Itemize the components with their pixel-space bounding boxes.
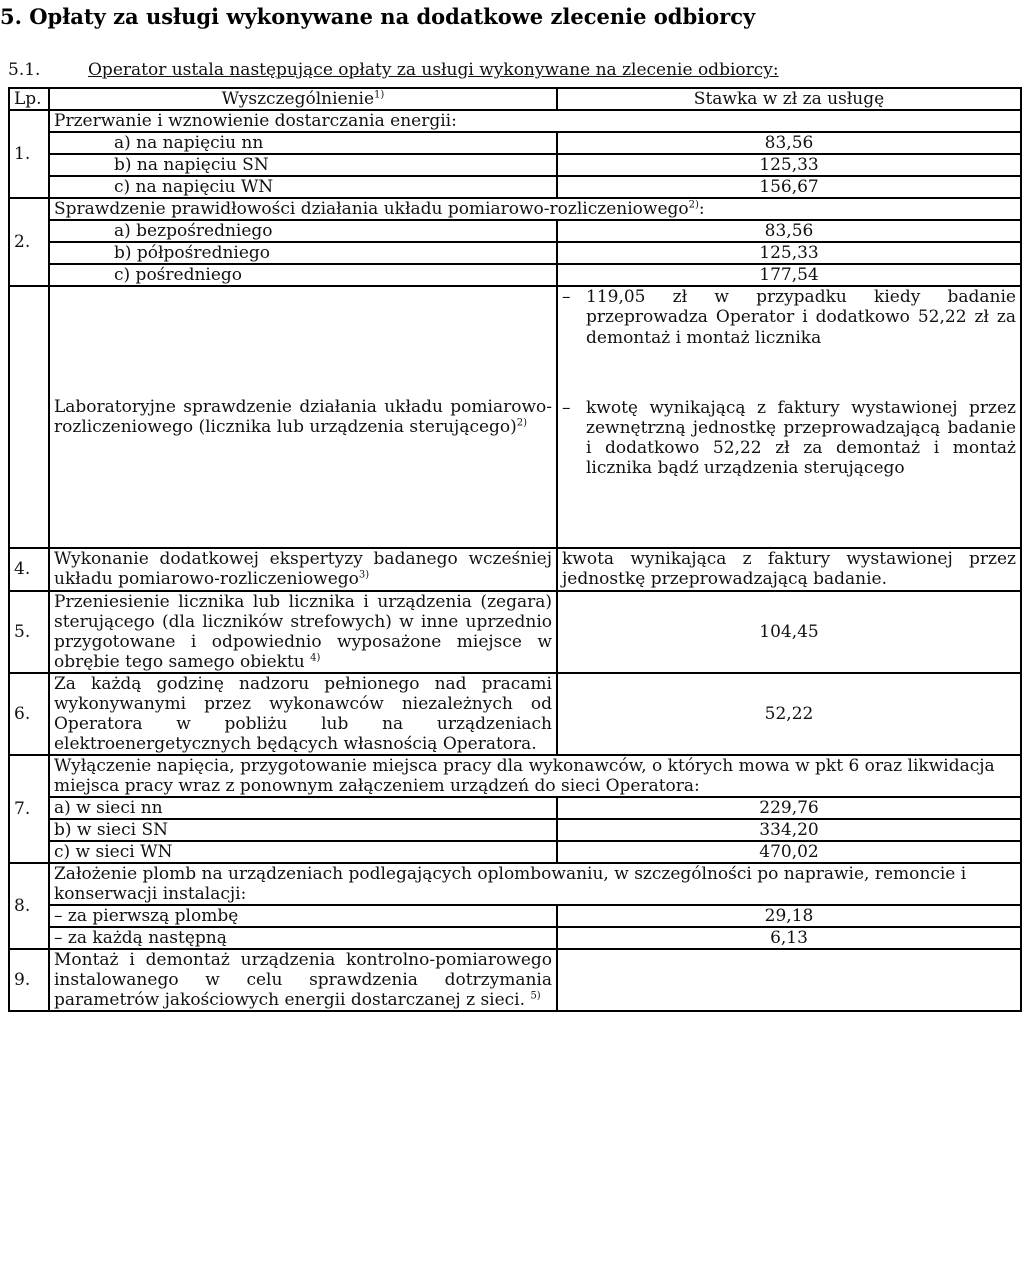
subrow-label: a) na napięciu nn — [49, 132, 557, 154]
subrow-value: 6,13 — [557, 927, 1021, 949]
subrow-label: b) w sieci SN — [49, 819, 557, 841]
intro-number: 5.1. — [8, 60, 41, 80]
row-number: 1. — [9, 110, 49, 198]
intro-text: Operator ustala następujące opłaty za usługi wykonywane na zlecenie odbiorcy: — [88, 60, 779, 80]
row-title-text: Sprawdzenie prawidłowości działania układu pomiarowo-rozliczeniowego — [54, 199, 689, 220]
subrow-value: 229,76 — [557, 797, 1021, 819]
table-subrow — [9, 242, 1021, 264]
row-description: Za każdą godzinę nadzoru pełnionego nad pracami wykonywanymi przez wykonawców niezależnych od Operatora w pobliżu lub na urządzeniach elektroenergetycznych będących własnością Operatora. — [49, 673, 557, 755]
subrow-value: 29,18 — [557, 905, 1021, 927]
row-title: Założenie plomb na urządzeniach podlegających oplombowaniu, w szczególności po naprawie, remoncie i konserwacji instalacji: — [49, 863, 1021, 905]
row-description — [49, 591, 557, 673]
subrow-label: c) pośredniego — [49, 264, 557, 286]
section-heading: 5. Opłaty za usługi wykonywane na dodatkowe zlecenie odbiorcy — [0, 4, 756, 29]
row-description — [49, 548, 557, 590]
table-row — [9, 110, 1021, 132]
subrow-label: – za pierwszą plombę — [49, 905, 557, 927]
row-rate: kwota wynikająca z faktury wystawionej przez jednostkę przeprowadzającą badanie. — [557, 548, 1021, 590]
table-subrow — [9, 905, 1021, 927]
table-row — [9, 673, 1021, 755]
row-title: Wyłączenie napięcia, przygotowanie miejsca pracy dla wykonawców, o których mowa w pkt 6 oraz likwidacja miejsca pracy wraz z ponownym załączeniem urządzeń do sieci Operatora: — [49, 755, 1021, 797]
table-subrow — [9, 797, 1021, 819]
row-description-note: 5) — [530, 990, 541, 1002]
table-subrow — [9, 132, 1021, 154]
rate-option-external-text: kwotę wynikającą z faktury wystawionej przez zewnętrzną jednostkę przeprowadzającą badanie i dodatkowo 52,22 zł za demontaż i montaż licznika bądź urządzenia sterującego — [586, 397, 1016, 478]
table-row — [9, 755, 1021, 797]
subrow-value: 177,54 — [557, 264, 1021, 286]
row-description-note: 2) — [516, 417, 528, 429]
row-title: Przerwanie i wznowienie dostarczania energii: — [49, 110, 1021, 132]
table-header-row — [9, 88, 1021, 110]
row-number: 4. — [9, 548, 49, 590]
subrow-value: 156,67 — [557, 176, 1021, 198]
intro-line — [8, 60, 1018, 80]
table-subrow — [9, 841, 1021, 863]
row-title: Sprawdzenie prawidłowości działania układu pomiarowo-rozliczeniowego$^{2)}$: — [49, 198, 1021, 220]
subrow-value: 125,33 — [557, 154, 1021, 176]
table-row — [9, 591, 1021, 673]
table-row — [9, 949, 1021, 1011]
subrow-label: – za każdą następną — [49, 927, 557, 949]
row-description — [49, 949, 557, 1011]
header-description — [49, 88, 557, 110]
subrow-label: c) na napięciu WN — [49, 176, 557, 198]
table-row — [9, 286, 1021, 548]
row-number — [9, 286, 49, 548]
subrow-label: b) na napięciu SN — [49, 154, 557, 176]
row-number: 2. — [9, 198, 49, 286]
subrow-label: a) bezpośredniego — [49, 220, 557, 242]
row-rate — [557, 286, 1021, 548]
row-description-text: Montaż i demontaż urządzenia kontrolno-pomiarowego instalowanego w celu sprawdzenia dotrzymania parametrów jakościowych energii dostarczanej z sieci. — [54, 950, 552, 1011]
row-number: 6. — [9, 673, 49, 755]
row-description — [49, 286, 557, 548]
rate-option-operator-text: 119,05 zł w przypadku kiedy badanie przeprowadza Operator i dodatkowo 52,22 zł za demontaż i montaż licznika — [586, 287, 1016, 348]
row-number: 8. — [9, 863, 49, 949]
subrow-label: a) w sieci nn — [49, 797, 557, 819]
rate-option-external: – kwotę wynikającą z faktury wystawionej przez zewnętrzną jednostkę przeprowadzającą badanie i dodatkowo 52,22 zł za demontaż i montaż licznika bądź urządzenia sterującego — [562, 397, 1016, 478]
subrow-value: 334,20 — [557, 819, 1021, 841]
table-subrow — [9, 927, 1021, 949]
header-description-note: 1) — [374, 89, 385, 101]
header-rate: Stawka w zł za usługę — [557, 88, 1021, 110]
subrow-value: 470,02 — [557, 841, 1021, 863]
table-subrow — [9, 176, 1021, 198]
table-subrow — [9, 154, 1021, 176]
subrow-label: b) półpośredniego — [49, 242, 557, 264]
subrow-value: 83,56 — [557, 220, 1021, 242]
row-title-note: 2) — [688, 199, 699, 211]
row-description-note: 4) — [310, 652, 321, 663]
header-description-label: Wyszczególnienie — [221, 89, 375, 109]
row-description-text: Przeniesienie licznika lub licznika i urządzenia (zegara) sterującego (dla liczników strefowych) w inne uprzednio przygotowane i odpowiednio wyposażone miejsce w obrębie tego samego obiektu — [54, 591, 552, 672]
row-description-text: Laboratoryjne sprawdzenie działania układu pomiarowo-rozliczeniowego (licznika lub urządzenia sterującego) — [54, 397, 552, 438]
row-description-note: 3) — [358, 569, 370, 581]
subrow-value: 125,33 — [557, 242, 1021, 264]
table-row — [9, 198, 1021, 220]
row-description-text: Wykonanie dodatkowej ekspertyzy badanego wcześniej układu pomiarowo-rozliczeniowego — [54, 549, 552, 590]
table-row — [9, 548, 1021, 590]
row-rate: 104,45 — [557, 591, 1021, 673]
header-lp: Lp. — [9, 88, 49, 110]
table-row — [9, 863, 1021, 905]
row-number: 5. — [9, 591, 49, 673]
row-number: 7. — [9, 755, 49, 863]
subrow-label: c) w sieci WN — [49, 841, 557, 863]
row-rate: 52,22 — [557, 673, 1021, 755]
rate-option-operator: – 119,05 zł w przypadku kiedy badanie przeprowadza Operator i dodatkowo 52,22 zł za demontaż i montaż licznika — [562, 287, 1016, 348]
row-rate — [557, 949, 1021, 1011]
table-subrow — [9, 264, 1021, 286]
row-number: 9. — [9, 949, 49, 1011]
subrow-value: 83,56 — [557, 132, 1021, 154]
fees-table — [8, 87, 1022, 1012]
table-subrow — [9, 220, 1021, 242]
table-subrow — [9, 819, 1021, 841]
